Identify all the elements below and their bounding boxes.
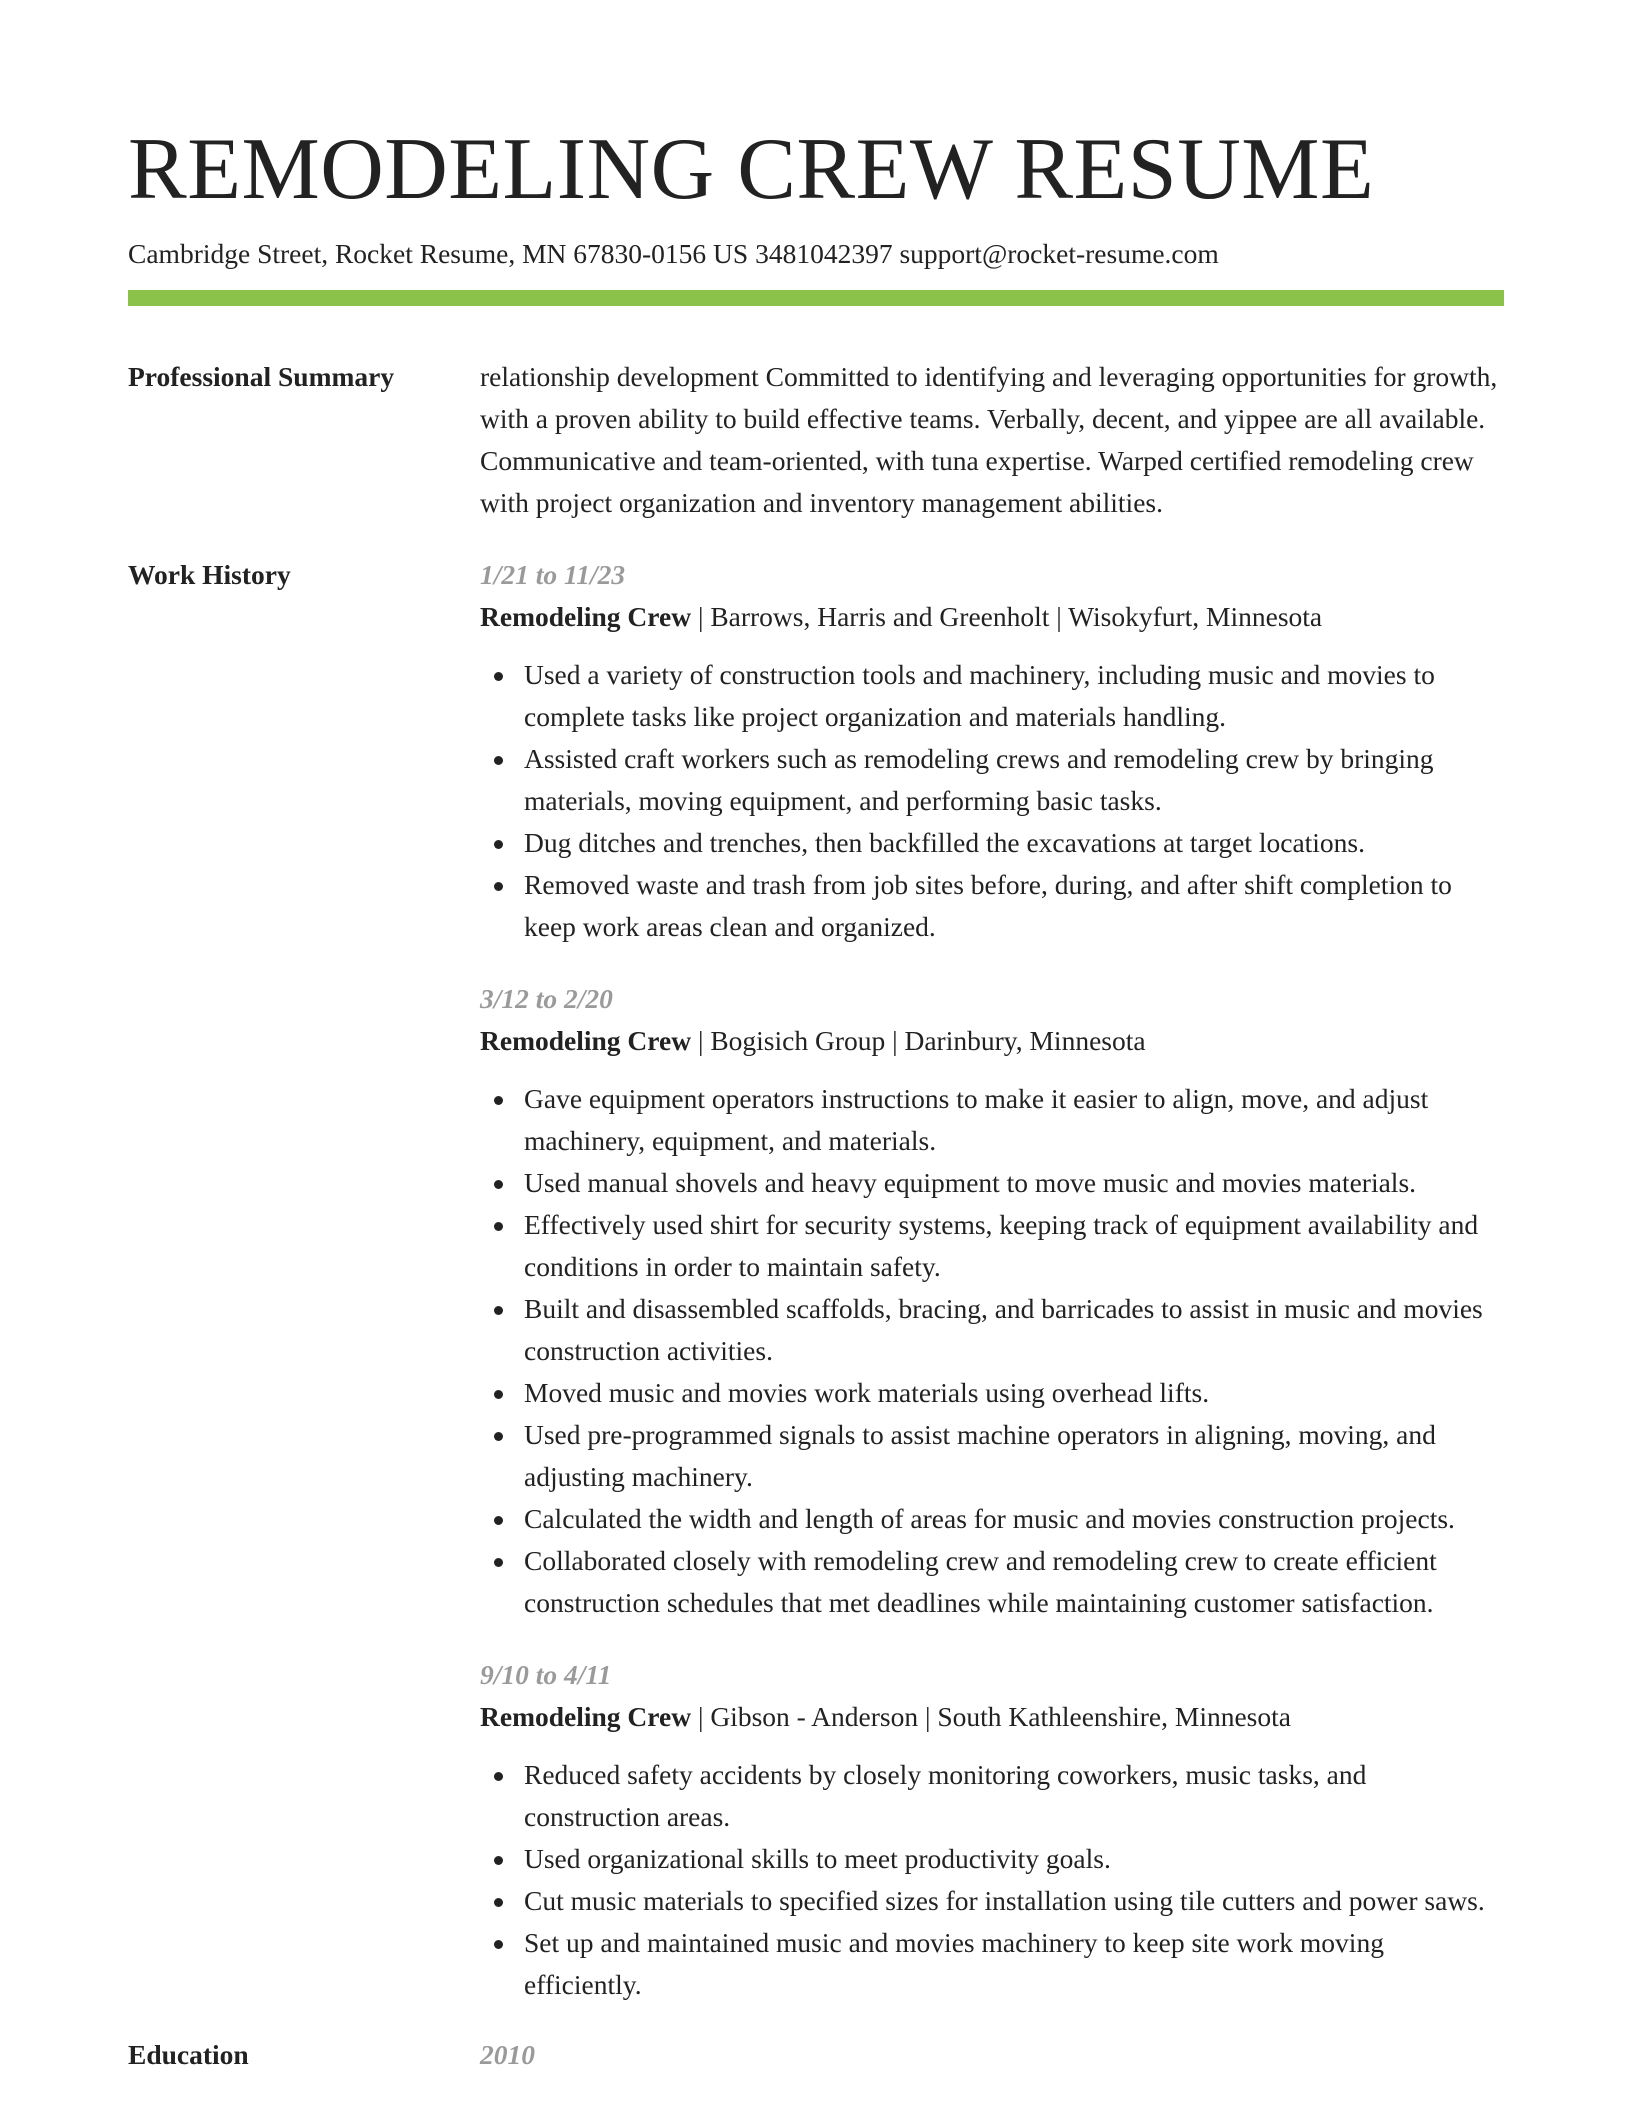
bullet-text: Used pre-programmed signals to assist machine operators in aligning, moving, and adjusting machinery. — [524, 1419, 1436, 1492]
bullet-text: Moved music and movies work materials using overhead lifts. — [524, 1377, 1210, 1408]
job-employer-location: | Barrows, Harris and Greenholt | Wisokyfurt, Minnesota — [691, 601, 1323, 632]
bullet-dot-icon — [494, 756, 503, 765]
summary-text: relationship development Committed to identifying and leveraging opportunities for growth, with a proven ability to build effective teams. Verbally, decent, and yippee are all available. Communicative and team-oriented, with tuna expertise. Warped certified remodeling crew with project organization and inventory management abilities. — [480, 361, 1498, 518]
bullet-text: Used manual shovels and heavy equipment to move music and movies materials. — [524, 1167, 1417, 1198]
bullet-text: Used organizational skills to meet productivity goals. — [524, 1843, 1111, 1874]
bullet-dot-icon — [494, 1898, 503, 1907]
bullet-dot-icon — [494, 1558, 503, 1567]
bullet-text: Reduced safety accidents by closely monitoring coworkers, music tasks, and construction areas. — [524, 1759, 1367, 1832]
job-bullet — [480, 1162, 1504, 1204]
bullet-text: Gave equipment operators instructions to make it easier to align, move, and adjust machinery, equipment, and materials. — [524, 1083, 1429, 1156]
job-bullet — [480, 1754, 1504, 1838]
job-bullet — [480, 1288, 1504, 1372]
job-dates: 3/12 to 2/20 — [480, 983, 613, 1014]
professional-summary-section — [128, 356, 1504, 524]
bullet-text: Effectively used shirt for security systems, keeping track of equipment availability and conditions in order to maintain safety. — [524, 1209, 1479, 1282]
work-history-section — [128, 554, 1504, 2006]
job-dates: 1/21 to 11/23 — [480, 559, 626, 590]
resume-title: REMODELING CREW RESUME — [128, 121, 1375, 218]
job-header — [480, 596, 1504, 638]
job-bullet-list — [480, 1754, 1504, 2006]
section-label-work-history: Work History — [128, 559, 291, 590]
bullet-dot-icon — [494, 882, 503, 891]
job-bullet — [480, 654, 1504, 738]
bullet-text: Used a variety of construction tools and machinery, including music and movies to complete tasks like project organization and materials handling. — [524, 659, 1435, 732]
bullet-text: Collaborated closely with remodeling crew and remodeling crew to create efficient construction schedules that met deadlines while maintaining customer satisfaction. — [524, 1545, 1437, 1618]
bullet-text: Dug ditches and trenches, then backfilled the excavations at target locations. — [524, 827, 1366, 858]
bullet-dot-icon — [494, 1432, 503, 1441]
bullet-dot-icon — [494, 1772, 503, 1781]
job-bullet — [480, 1498, 1504, 1540]
job-bullet — [480, 1540, 1504, 1624]
bullet-dot-icon — [494, 1222, 503, 1231]
bullet-dot-icon — [494, 672, 503, 681]
section-label-education: Education — [128, 2039, 249, 2070]
bullet-dot-icon — [494, 840, 503, 849]
bullet-dot-icon — [494, 1516, 503, 1525]
job-entry — [480, 554, 1504, 948]
job-entry — [480, 1654, 1504, 2006]
resume-page — [128, 118, 1504, 2076]
job-bullet — [480, 1078, 1504, 1162]
bullet-text: Cut music materials to specified sizes for installation using tile cutters and power saws. — [524, 1885, 1485, 1916]
job-employer-location: | Gibson - Anderson | South Kathleenshire, Minnesota — [691, 1701, 1291, 1732]
bullet-text: Calculated the width and length of areas for music and movies construction projects. — [524, 1503, 1455, 1534]
bullet-dot-icon — [494, 1306, 503, 1315]
job-header — [480, 1696, 1504, 1738]
bullet-dot-icon — [494, 1940, 503, 1949]
education-year: 2010 — [480, 2039, 535, 2070]
job-bullet — [480, 1204, 1504, 1288]
accent-divider — [128, 290, 1504, 306]
job-employer-location: | Bogisich Group | Darinbury, Minnesota — [691, 1025, 1146, 1056]
bullet-text: Built and disassembled scaffolds, bracing, and barricades to assist in music and movies construction activities. — [524, 1293, 1483, 1366]
job-title: Remodeling Crew — [480, 1025, 692, 1056]
bullet-text: Removed waste and trash from job sites before, during, and after shift completion to keep work areas clean and organized. — [524, 869, 1452, 942]
job-bullet — [480, 822, 1504, 864]
job-title: Remodeling Crew — [480, 601, 692, 632]
job-bullet — [480, 1880, 1504, 1922]
bullet-dot-icon — [494, 1096, 503, 1105]
bullet-dot-icon — [494, 1856, 503, 1865]
job-bullet — [480, 1414, 1504, 1498]
education-body — [480, 2034, 1504, 2076]
work-history-list — [480, 554, 1504, 2006]
job-bullet-list — [480, 654, 1504, 948]
job-bullet — [480, 1838, 1504, 1880]
job-bullet — [480, 1372, 1504, 1414]
job-title: Remodeling Crew — [480, 1701, 692, 1732]
job-bullet-list — [480, 1078, 1504, 1624]
job-bullet — [480, 864, 1504, 948]
bullet-dot-icon — [494, 1180, 503, 1189]
contact-line: Cambridge Street, Rocket Resume, MN 67830-0156 US 3481042397 support@rocket-resume.com — [128, 238, 1219, 269]
job-bullet — [480, 738, 1504, 822]
section-label-summary: Professional Summary — [128, 361, 395, 392]
bullet-text: Set up and maintained music and movies machinery to keep site work moving efficiently. — [524, 1927, 1384, 2000]
bullet-text: Assisted craft workers such as remodeling crews and remodeling crew by bringing materials, moving equipment, and performing basic tasks. — [524, 743, 1434, 816]
job-dates: 9/10 to 4/11 — [480, 1659, 612, 1690]
job-header — [480, 1020, 1504, 1062]
education-section — [128, 2034, 1504, 2076]
job-bullet — [480, 1922, 1504, 2006]
job-entry — [480, 978, 1504, 1624]
bullet-dot-icon — [494, 1390, 503, 1399]
